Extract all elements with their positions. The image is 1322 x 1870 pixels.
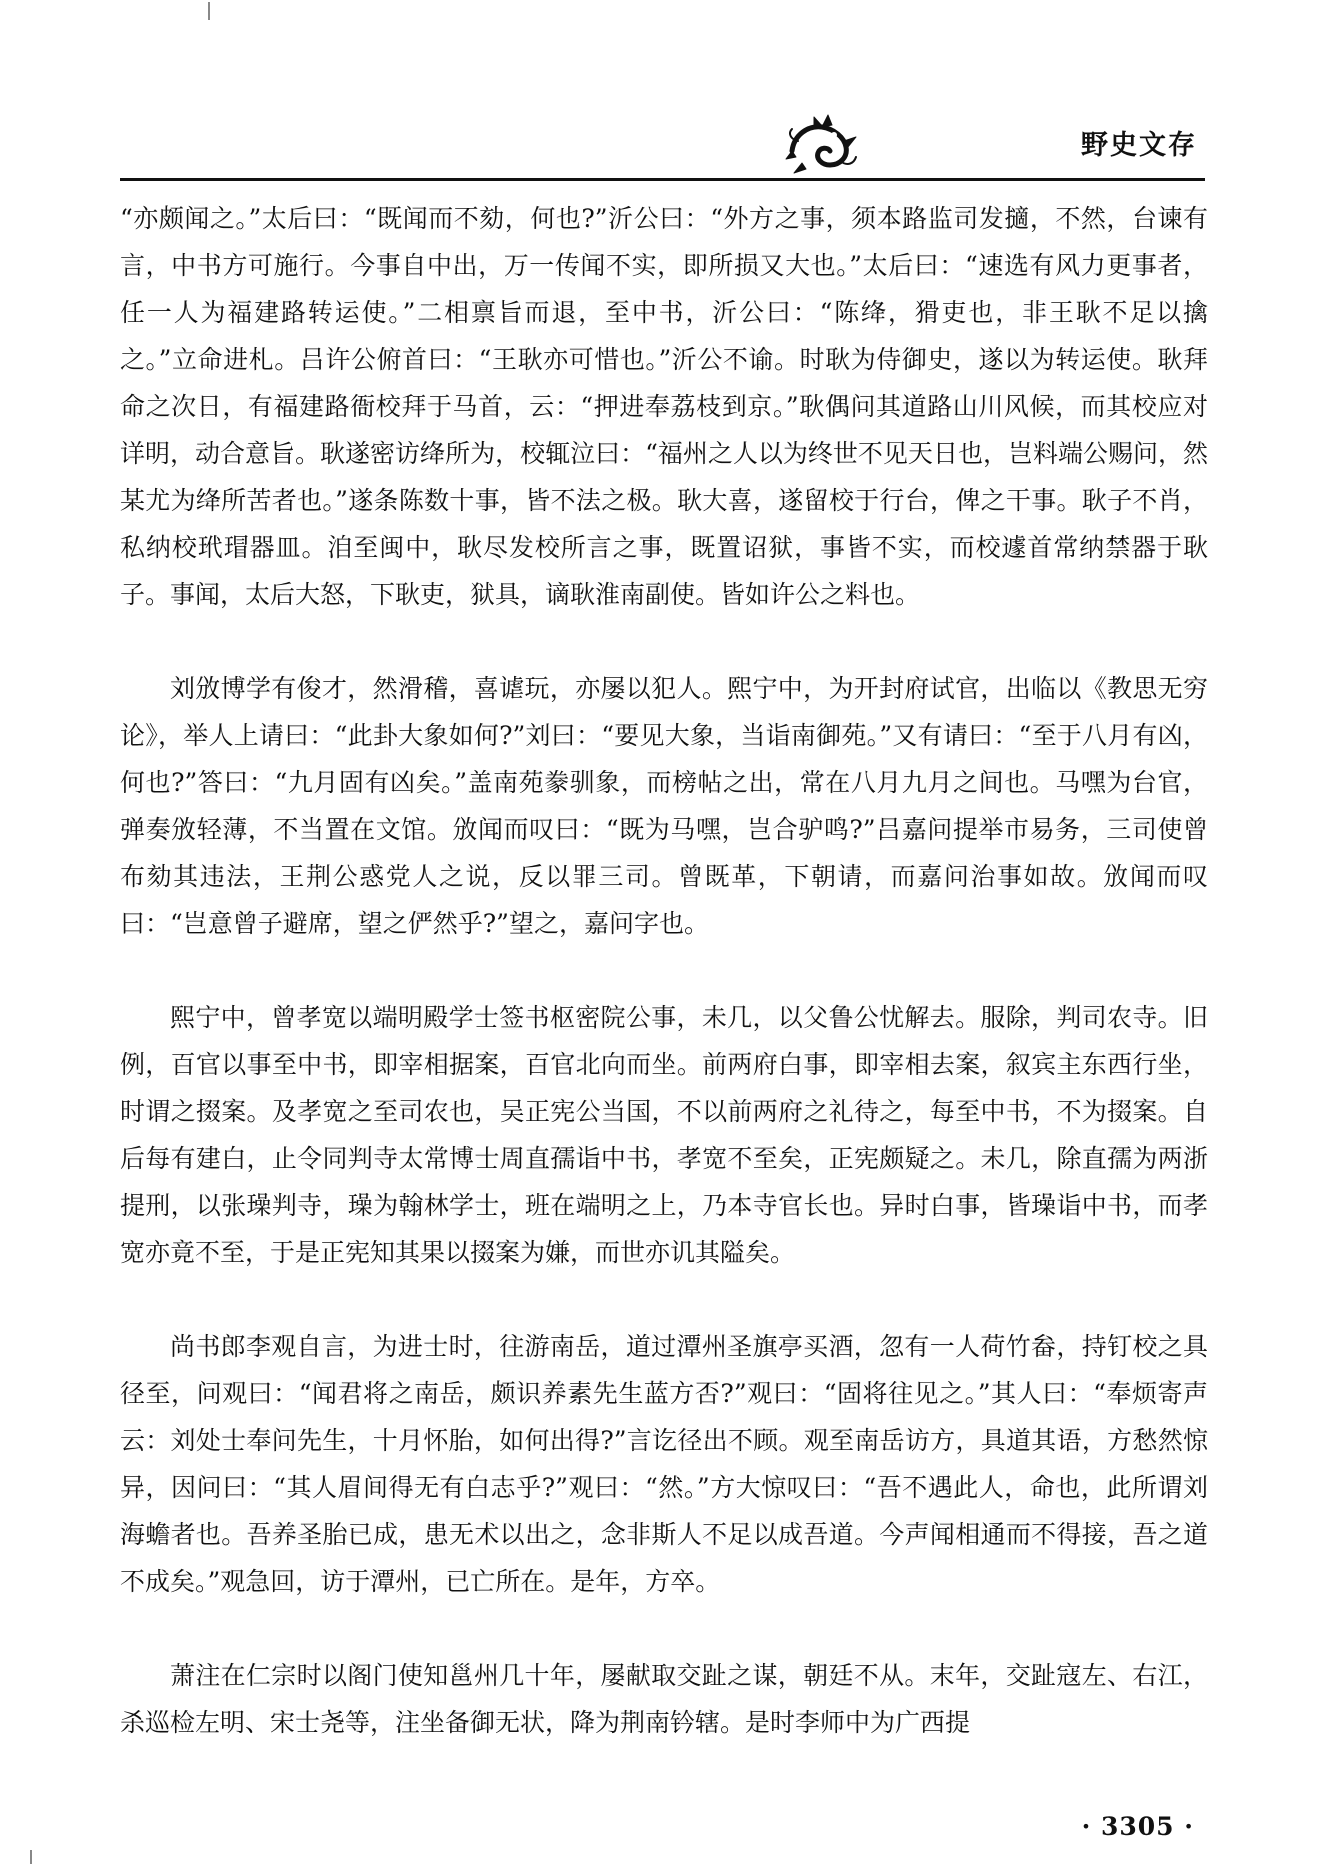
dragon-icon xyxy=(784,111,860,175)
main-text xyxy=(120,195,1208,1746)
header-rule xyxy=(120,178,1205,181)
scan-mark xyxy=(208,2,210,20)
scan-mark xyxy=(30,1850,32,1864)
paragraph: 熙宁中，曾孝宽以端明殿学士签书枢密院公事，未几，以父鲁公忧解去。服除，判司农寺。旧例，百官以事至中书，即宰相据案，百官北向而坐。前两府白事，即宰相去案，叙宾主东西行坐，时谓之掇案。及孝宽之至司农也，吴正宪公当国，不以前两府之礼待之，每至中书，不为掇案。自后每有建白，止令同判寺太常博士周直孺诣中书，孝宽不至矣，正宪颇疑之。未几，除直孺为两浙提刑，以张璪判寺，璪为翰林学士，班在端明之上，乃本寺官长也。异时白事，皆璪诣中书，而孝宽亦竟不至，于是正宪知其果以掇案为嫌，而世亦讥其隘矣。 xyxy=(120,1003,1208,1267)
paragraph: 萧注在仁宗时以阁门使知邕州几十年，屡献取交趾之谋，朝廷不从。末年，交趾寇左、右江，杀巡检左明、宋士尧等，注坐备御无状，降为荆南钤辖。是时李师中为广西提 xyxy=(120,1661,1208,1737)
page-number: · 3305 · xyxy=(1081,1812,1194,1841)
series-title: 野史文存 xyxy=(1081,130,1197,161)
paragraph-continued: “亦颇闻之。”太后曰：“既闻而不劾，何也?”沂公曰：“外方之事，须本路监司发擿，不然，台谏有言，中书方可施行。今事自中出，万一传闻不实，即所损又大也。”太后曰：“速选有风力更事者，任一人为福建路转运使。”二相禀旨而退，至中书，沂公曰：“陈绛，猾吏也，非王耿不足以擒之。”立命进札。吕许公俯首曰：“王耿亦可惜也。”沂公不谕。时耿为侍御史，遂以为转运使。耿拜命之次日，有福建路衙校拜于马首，云：“押进奉荔枝到京。”耿偶问其道路山川风候，而其校应对详明，动合意旨。耿遂密访绛所为，校辄泣曰：“福州之人以为终世不见天日也，岂料端公赐问，然某尤为绛所苦者也。”遂条陈数十事，皆不法之极。耿大喜，遂留校于行台，俾之干事。耿子不肖，私纳校玳瑁器皿。洎至闽中，耿尽发校所言之事，既置诏狱，事皆不实，而校遽首常纳禁器于耿子。事闻，太后大怒，下耿吏，狱具，谪耿淮南副使。皆如许公之料也。 xyxy=(120,204,1208,609)
page-header xyxy=(120,105,1205,185)
paragraph: 刘攽博学有俊才，然滑稽，喜谑玩，亦屡以犯人。熙宁中，为开封府试官，出临以《教思无穷论》，举人上请曰：“此卦大象如何?”刘曰：“要见大象，当诣南御苑。”又有请曰：“至于八月有凶，何也?”答曰：“九月固有凶矣。”盖南苑豢驯象，而榜帖之出，常在八月九月之间也。马嘿为台官，弹奏攽轻薄，不当置在文馆。攽闻而叹曰：“既为马嘿，岂合驴鸣?”吕嘉问提举市易务，三司使曾布劾其违法，王荆公惑党人之说，反以罪三司。曾既革，下朝请，而嘉问治事如故。攽闻而叹曰：“岂意曾子避席，望之俨然乎?”望之，嘉问字也。 xyxy=(120,674,1208,938)
paragraph: 尚书郎李观自言，为进士时，往游南岳，道过潭州圣旗亭买酒，忽有一人荷竹畚，持钉校之具径至，问观曰：“闻君将之南岳，颇识养素先生蓝方否?”观曰：“固将往见之。”其人曰：“奉烦寄声云：刘处士奉问先生，十月怀胎，如何出得?”言讫径出不顾。观至南岳访方，具道其语，方愁然惊异，因问曰：“其人眉间得无有白志乎?”观曰：“然。”方大惊叹曰：“吾不遇此人，命也，此所谓刘海蟾者也。吾养圣胎已成，患无术以出之，念非斯人不足以成吾道。今声闻相通而不得接，吾之道不成矣。”观急回，访于潭州，已亡所在。是年，方卒。 xyxy=(120,1332,1208,1596)
